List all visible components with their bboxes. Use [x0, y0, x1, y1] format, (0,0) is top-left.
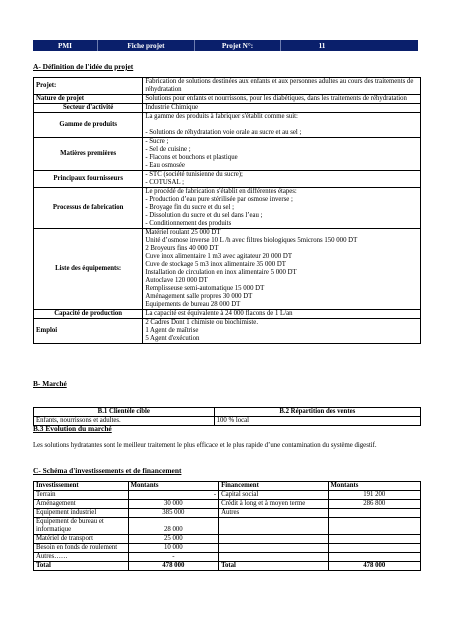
fournisseur-line: - COTUSAL ; [145, 179, 184, 186]
cell: Equipement de bureau et informatique [34, 518, 129, 535]
cell: 28 000 [128, 518, 219, 535]
matiere-line: - Flacons et bouchons et plastique [145, 154, 238, 161]
cell: Matériel de transport [34, 535, 129, 544]
cell [328, 553, 421, 562]
cell [328, 509, 421, 518]
cell: Autres [219, 509, 328, 518]
section-b-title: B- Marché [33, 379, 67, 388]
investment-table [33, 481, 421, 571]
equipement-line: Cuve inox alimentaire 1 m3 avec agitateur 20 000 DT [145, 253, 292, 260]
row-processus [34, 188, 421, 229]
b3-title: B.3 Evolution du marché [33, 424, 112, 433]
equipement-line: Autoclave 120 000 DT [145, 277, 208, 284]
emploi-line: 5 Agent d'exécution [145, 335, 200, 342]
investment-header-row [34, 482, 421, 491]
gamme-line: - Solutions de réhydratation voie orale au sucre et au sel ; [145, 129, 302, 136]
header-projet-no-label: Projet N°: [195, 40, 281, 51]
row-emploi [34, 319, 421, 344]
cell: Autres…… [34, 553, 129, 562]
cell: Besoin en fonds de roulement [34, 544, 129, 553]
label-equipements: Liste des équipements: [34, 229, 143, 310]
cell: 10 000 [128, 544, 219, 553]
table-row [34, 535, 421, 544]
cell [219, 535, 328, 544]
gamme-spacer [145, 121, 418, 129]
b1-value: Enfants, nourrissons et adultes. [34, 417, 215, 426]
total-row [34, 562, 421, 571]
project-definition-table [33, 77, 421, 344]
cell: Aménagement [34, 500, 129, 509]
table-row [34, 518, 421, 535]
table-row [34, 509, 421, 518]
row-nature [34, 95, 421, 104]
equipement-line: Aménagement salle propres 30 000 DT [145, 293, 253, 300]
equipement-line: Remplisseuse semi-automatique 15 000 DT [145, 285, 265, 292]
row-gamme [34, 113, 421, 138]
equipement-line: Unité d’osmose inverse 10 L /h avec filtres biologiques 5microns 150 000 DT [145, 237, 358, 244]
cell [328, 544, 421, 553]
row-fournisseurs [34, 171, 421, 188]
value-fournisseurs [143, 171, 421, 188]
label-emploi: Emploi [34, 319, 143, 344]
header-montants-fin: Montants [328, 482, 421, 491]
b2-value: 100 % local [214, 417, 420, 426]
value-matieres [143, 138, 421, 171]
section-c-title: C- Schéma d'investissements et de financement [33, 466, 182, 475]
table-row [34, 553, 421, 562]
gamme-line: La gamme des produits à fabriquer s'établit comme suit: [145, 113, 298, 120]
total-label-fin: Total [219, 562, 328, 571]
cell: Terrain [34, 491, 129, 500]
equipement-line: Equipements de bureau 28 000 DT [145, 301, 241, 308]
processus-line: - Broyage fin du sucre et du sel ; [145, 204, 235, 211]
row-secteur [34, 104, 421, 113]
equipement-line: 2 Broyeurs fins 40 000 DT [145, 245, 219, 252]
label-nature: Nature de projet [34, 95, 143, 104]
matiere-line: - Sel de cuisine ; [145, 146, 191, 153]
total-value-invest: 478 000 [128, 562, 219, 571]
header-projet-no-value: 11 [318, 41, 326, 50]
row-equipements [34, 229, 421, 310]
header-investissement: Investissement [34, 482, 129, 491]
label-secteur: Secteur d'activité [34, 104, 143, 113]
equipement-line: Cuve de stockage 5 m3 inox alimentaire 35 000 DT [145, 261, 286, 268]
processus-line: - Conditionnement des produits [145, 220, 232, 227]
processus-line: - Production d’eau pure stérilisée par osmose inverse ; [145, 196, 293, 203]
value-gamme [143, 113, 421, 138]
cell: 385 000 [128, 509, 219, 518]
value-capacite: La capacité est équivalente à 24 000 flacons de 1 L/an [143, 310, 421, 319]
cell: - [128, 553, 219, 562]
cell: Equipement industriel [34, 509, 129, 518]
label-fournisseurs: Principaux fournisseurs [34, 171, 143, 188]
cell [219, 544, 328, 553]
table-row [34, 500, 421, 509]
value-equipements [143, 229, 421, 310]
value-emploi [143, 319, 421, 344]
label-processus: Processus de fabrication [34, 188, 143, 229]
processus-line: Le procédé de fabrication s'établit en différentes étapes: [145, 188, 297, 195]
cell: 25 000 [128, 535, 219, 544]
table-row [34, 544, 421, 553]
header-fiche-projet: Fiche projet [98, 40, 195, 51]
header-montants-invest: Montants [128, 482, 219, 491]
total-value-fin: 478 000 [328, 562, 421, 571]
section-a-title: A- Définition de l'idée du projet [33, 62, 134, 71]
cell [328, 518, 421, 535]
matiere-line: - Sucre ; [145, 138, 169, 145]
cell: - [128, 491, 219, 500]
value-processus [143, 188, 421, 229]
b3-text: Les solutions hydratantes sont le meilleur traitement le plus efficace et le plus rapide d’une contamination du système digestif. [33, 442, 377, 449]
header-pmi: PMI [33, 40, 98, 51]
cell: Crédit à long et à moyen terme [219, 500, 328, 509]
processus-line: - Dissolution du sucre et du sel dans l’eau ; [145, 212, 263, 219]
cell: Capital social [219, 491, 328, 500]
label-capacite: Capacité de production [34, 310, 143, 319]
label-matieres: Matières premières [34, 138, 143, 171]
total-label-invest: Total [34, 562, 129, 571]
b2-title: B.2 Répartition des ventes [214, 408, 420, 417]
label-gamme: Gamme de produits [34, 113, 143, 138]
cell: 286 800 [328, 500, 421, 509]
cell [328, 535, 421, 544]
fournisseur-line: - STC (société tunisienne du sucre); [145, 171, 243, 178]
row-capacite [34, 310, 421, 319]
cell [219, 518, 328, 535]
cell: 30 000 [128, 500, 219, 509]
cell: 191 200 [328, 491, 421, 500]
equipement-line: Installation de circulation en inox alimentaire 5 000 DT [145, 269, 297, 276]
value-projet: Fabrication de solutions destinées aux enfants et aux personnes adultes au cours des traitements de réhydratation [143, 78, 421, 95]
emploi-line: 2 Cadres Dont 1 chimiste ou biochimiste. [145, 319, 259, 326]
row-matieres [34, 138, 421, 171]
label-projet: Projet: [34, 78, 143, 95]
header-financement: Financement [219, 482, 328, 491]
equipement-line: Matériel roulant 25 000 DT [145, 229, 221, 236]
value-secteur: Industrie Chimique [143, 104, 421, 113]
table-row [34, 491, 421, 500]
cell [219, 553, 328, 562]
emploi-line: 1 Agent de maîtrise [145, 327, 199, 334]
market-header-row [34, 408, 421, 417]
matiere-line: - Eau osmosée [145, 162, 185, 169]
b1-title: B.1 Clientèle cible [34, 408, 215, 417]
row-projet [34, 78, 421, 95]
value-nature: Solutions pour enfants et nourrissons, pour les diabétiques, dans les traitements de réhydratation [143, 95, 421, 104]
project-header-bar [33, 40, 418, 51]
